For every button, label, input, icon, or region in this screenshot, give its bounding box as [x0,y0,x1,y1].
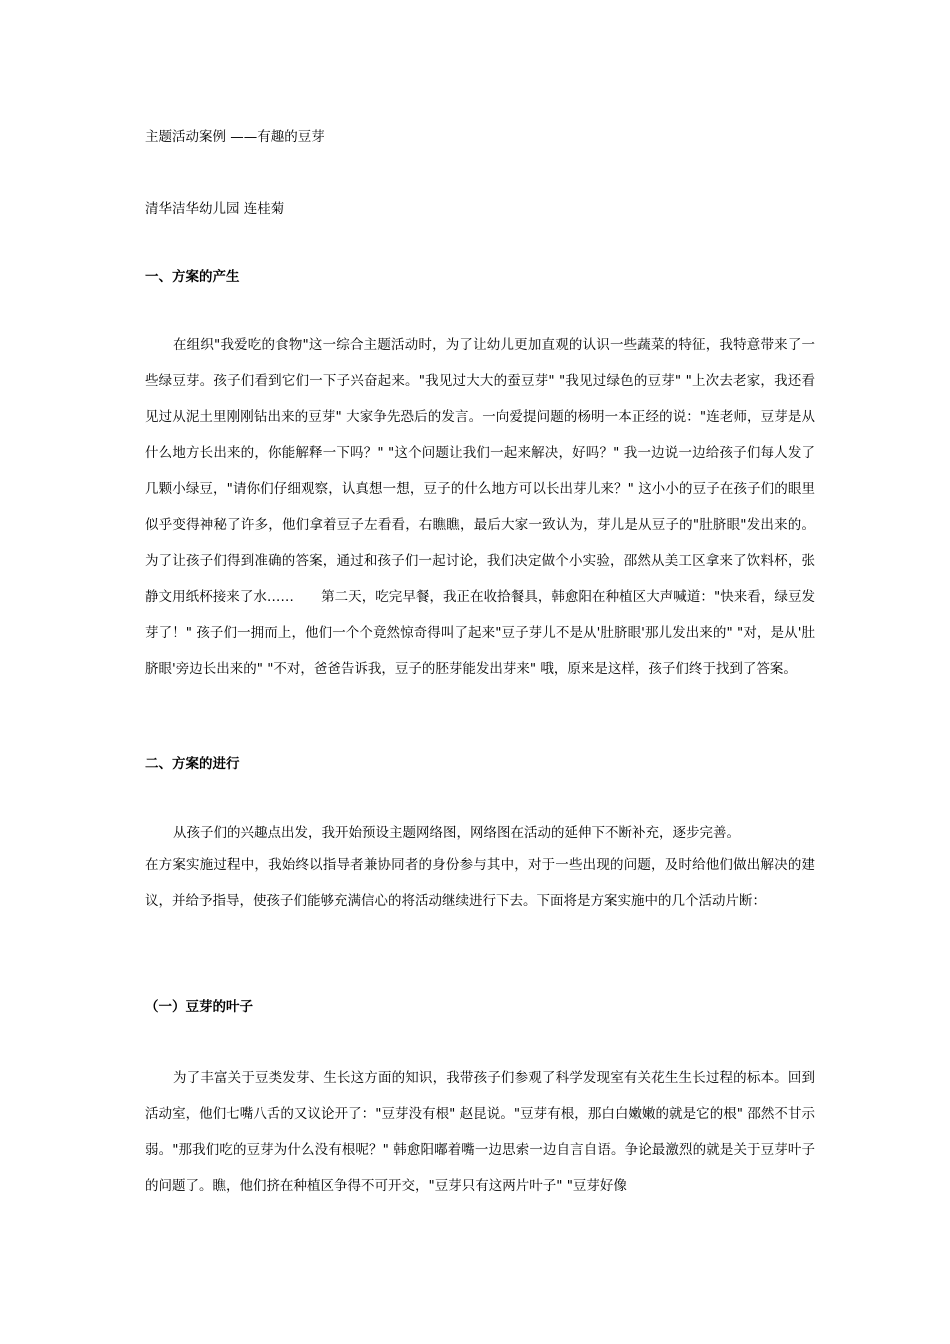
section-progress-paragraph-a: 从孩子们的兴趣点出发，我开始预设主题网络图，网络图在活动的延伸下不断补充，逐步完善。 [173,825,740,841]
document-title: 主题活动案例 ——有趣的豆芽 [145,129,325,145]
subsection-leaves-paragraph: 为了丰富关于豆类发芽、生长这方面的知识，我带孩子们参观了科学发现室有关花生生长过程的标本。回到活动室，他们七嘴八舌的又议论开了："豆芽没有根" 赵昆说。"豆芽有根，那白白嫩嫩的就是它的根" 邵然不甘示弱。"那我们吃的豆芽为什么没有根呢？" 韩愈阳嘟着嘴一边思索一边自言自语。争论最激烈的就是关于豆芽叶子的问题了。瞧，他们挤在种植区争得不可开交，"豆芽只有这两片叶子" "豆芽好像 [145,1070,815,1194]
section-heading-progress: 二、方案的进行 [145,756,240,772]
section-heading-origin: 一、方案的产生 [145,269,240,285]
section-progress-paragraph-b: 在方案实施过程中，我始终以指导者兼协同者的身份参与其中，对于一些出现的问题，及时给他们做出解决的建议，并给予指导，使孩子们能够充满信心的将活动继续进行下去。下面将是方案实施中的几个活动片断： [145,857,815,909]
subsection-heading-leaves: （一）豆芽的叶子 [145,999,253,1015]
section-origin-paragraph: 在组织"我爱吃的食物"这一综合主题活动时，为了让幼儿更加直观的认识一些蔬菜的特征，我特意带来了一些绿豆芽。孩子们看到它们一下子兴奋起来。"我见过大大的蚕豆芽" "我见过绿色的豆芽" "上次去老家，我还看见过从泥土里刚刚钻出来的豆芽" 大家争先恐后的发言。一向爱提问题的杨明一本正经的说："连老师，豆芽是从什么地方长出来的，你能解释一下吗？" "这个问题让我们一起来解决，好吗？" 我一边说一边给孩子们每人发了几颗小绿豆，"请你们仔细观察，认真想一想，豆子的什么地方可以长出芽儿来？" 这小小的豆子在孩子们的眼里似乎变得神秘了许多，他们拿着豆子左看看，右瞧瞧，最后大家一致认为，芽儿是从豆子的"肚脐眼"发出来的。为了让孩子们得到准确的答案，通过和孩子们一起讨论，我们决定做个小实验，邵然从美工区拿来了饮料杯，张静文用纸杯接来了水…… 第二天，吃完早餐，我正在收拾餐具，韩愈阳在种植区大声喊道："快来看，绿豆发芽了！" 孩子们一拥而上，他们一个个竟然惊奇得叫了起来"豆子芽儿不是从'肚脐眼'那儿发出来的" "对，是从'肚脐眼'旁边长出来的" "不对，爸爸告诉我，豆子的胚芽能发出芽来" 哦，原来是这样，孩子们终于找到了答案。 [145,337,815,677]
author-line: 清华洁华幼儿园 连桂菊 [145,201,285,217]
